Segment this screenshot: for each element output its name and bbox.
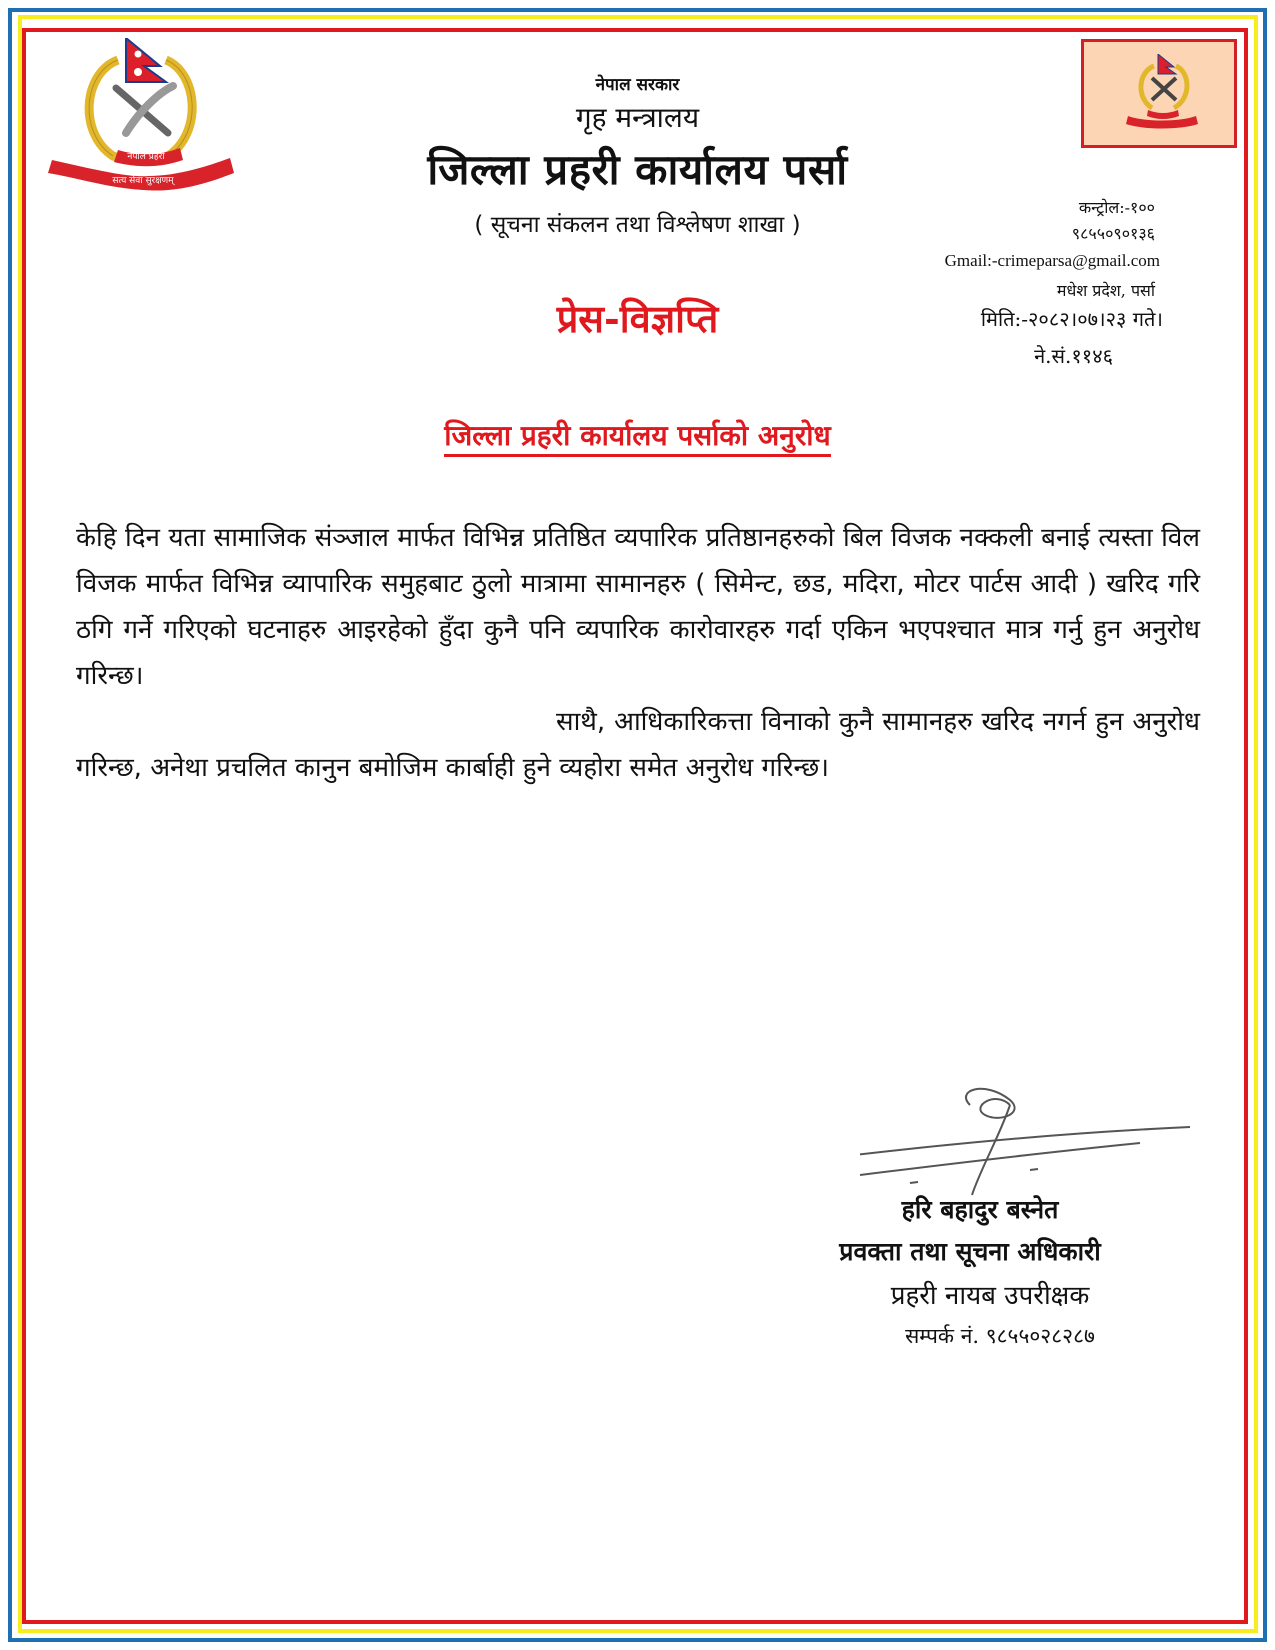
signatory-contact: सम्पर्क नं. ९८५५०२८२८७	[905, 1324, 1095, 1348]
phone-number: ९८५५०९०१३६	[1071, 224, 1155, 243]
subject-text: जिल्ला प्रहरी कार्यालय पर्साको अनुरोध	[444, 419, 831, 457]
signatory-name: हरि बहादुर बस्नेत	[901, 1195, 1059, 1224]
signature	[860, 1085, 1190, 1205]
signature-icon	[860, 1085, 1190, 1205]
branch-label: ( सूचना संकलन तथा विश्लेषण शाखा )	[474, 212, 801, 238]
subject-heading	[0, 416, 1275, 454]
signatory-designation: प्रवक्ता तथा सूचना अधिकारी	[839, 1237, 1101, 1266]
signatory-rank: प्रहरी नायब उपरीक्षक	[890, 1281, 1090, 1311]
press-release-title: प्रेस-विज्ञप्ति	[556, 296, 719, 341]
paragraph-2: साथै, आधिकारिकत्ता विनाको कुनै सामानहरु खरिद नगर्न हुन अनुरोध गरिन्छ, अनेथा प्रचलित कानुन बमोजिम कार्बाही हुने व्यहोरा समेत अनुरोध गरिन्छ।	[76, 707, 1200, 783]
svg-text:नेपाल प्रहरी: नेपाल प्रहरी	[127, 152, 165, 162]
address: मधेश प्रदेश, पर्सा	[1056, 281, 1155, 300]
paragraph-1: केहि दिन यता सामाजिक संञ्जाल मार्फत विभिन्न प्रतिष्ठित व्यपारिक प्रतिष्ठानहरुको बिल विजक नक्कली बनाई त्यस्ता विल विजक मार्फत विभिन्न व्यापारिक समुहबाट ठुलो मात्रामा सामानहरु ( सिमेन्ट, छड, मदिरा, मोटर पार्टस आदी ) खरिद गरि ठगि गर्ने गरिएको घटनाहरु आइरहेको हुँदा कुनै पनि व्यपारिक कारोवारहरु गर्दा एकिन भएपश्चात मात्र गर्नु हुन अनुरोध गरिन्छ।	[76, 523, 1200, 691]
control-number: कन्ट्रोल:-१००	[1078, 198, 1155, 217]
svg-text:सत्य सेवा सुरक्षणम्: सत्य सेवा सुरक्षणम्	[112, 176, 174, 186]
body-text	[76, 515, 1200, 791]
date: मिति:-२०८२।०७।२३ गते।	[980, 307, 1163, 331]
government-label: नेपाल सरकार	[595, 75, 680, 95]
email-address: Gmail:-crimeparsa@gmail.com	[944, 251, 1160, 270]
office-title: जिल्ला प्रहरी कार्यालय पर्सा	[427, 145, 848, 194]
ministry-label: गृह मन्त्रालय	[575, 101, 700, 134]
nepal-samvat: ने.सं.११४६	[1034, 344, 1113, 368]
